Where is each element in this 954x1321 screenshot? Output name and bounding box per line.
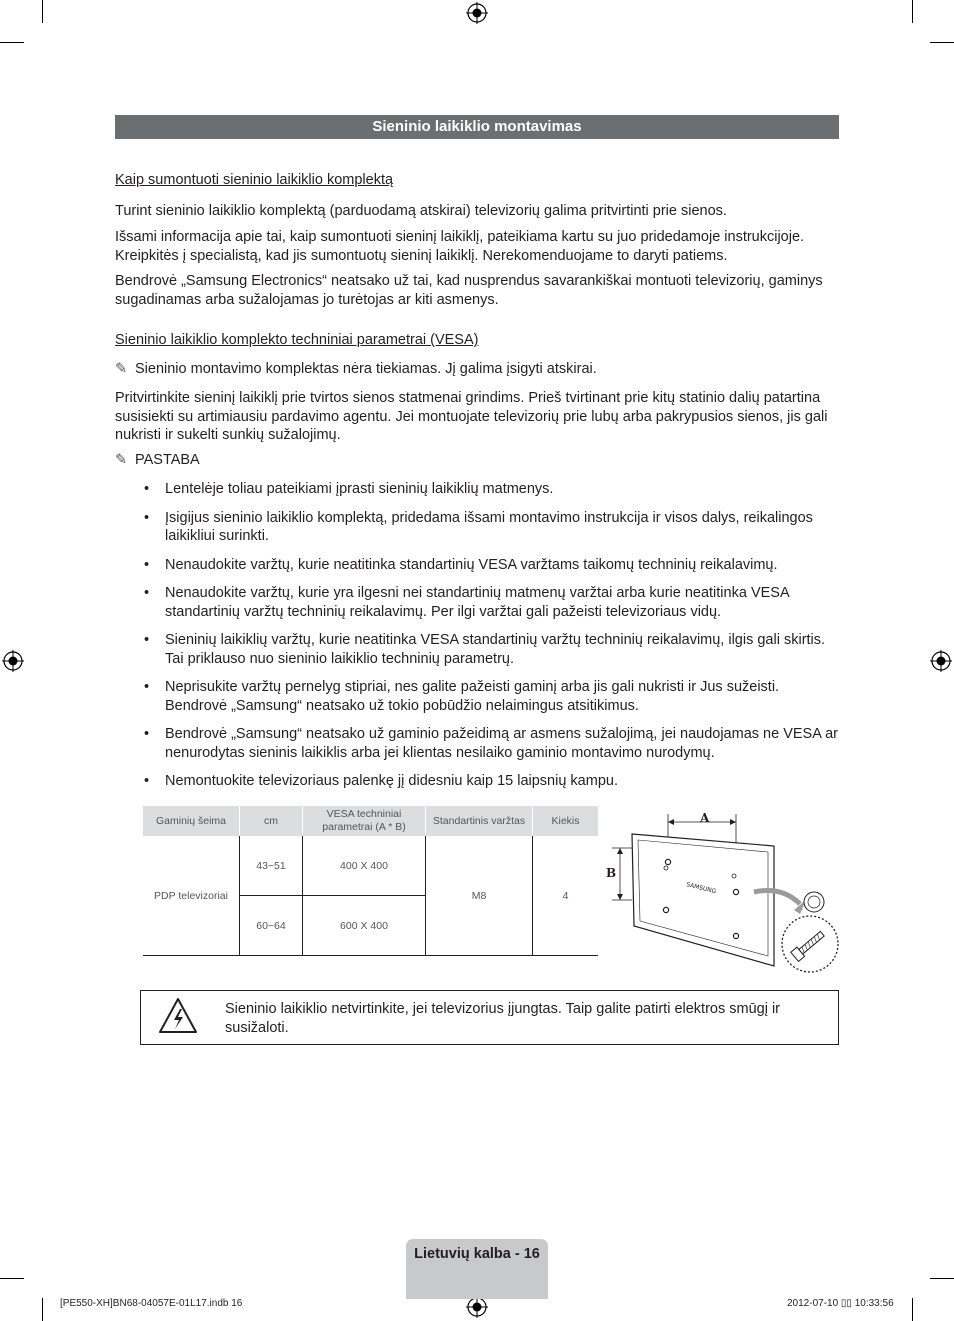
table-header-row	[143, 806, 598, 836]
arrow-head	[668, 819, 674, 825]
list-item: • Nenaudokite varžtų, kurie yra ilgesni nei standartinių matmenų varžtai arba kurie neatitinka VESA standartinių varžtų techninių reikalavimų. Per ilgi varžtai gali pažeisti televizoriaus vidų.	[140, 584, 840, 621]
file-imprint: [PE550-XH]BN68-04057E-01L17.indb 16	[60, 1298, 243, 1309]
table-header-cell: Standartinis varžtas	[426, 806, 533, 836]
crop-mark	[930, 1278, 954, 1279]
table-cell-vesa: 600 X 400	[303, 896, 426, 956]
crop-mark	[930, 42, 954, 43]
date-imprint: 2012-07-10 ▯▯ 10:33:56	[787, 1298, 894, 1309]
tv-back-outline	[632, 834, 774, 966]
label-b: B	[606, 866, 617, 880]
section-title: Sieninio laikiklio montavimas	[115, 115, 839, 139]
crop-mark	[912, 0, 913, 23]
vesa-spec-table	[143, 806, 598, 956]
washer-icon	[808, 896, 820, 908]
registration-mark-icon	[2, 650, 24, 672]
pencil-note-icon: ✎	[115, 452, 128, 468]
brand-label: SAMSUNG	[685, 881, 717, 896]
arrow-head	[617, 848, 623, 854]
warning-box	[140, 990, 839, 1045]
crop-mark	[42, 1298, 43, 1321]
table-row	[143, 836, 598, 896]
paragraph: Turint sieninio laikiklio komplektą (parduodamą atskirai) televizorių galima pritvirtinti prie sienos.	[115, 203, 727, 219]
registration-mark-icon	[466, 1296, 488, 1318]
table-header-cell: Gaminių šeima	[143, 806, 240, 836]
warning-text: Sieninio laikiklio netvirtinkite, jei televizorius įjungtas. Taip galite patirti elektros smūgį ir susižaloti.	[225, 1001, 781, 1036]
crop-mark	[0, 1278, 24, 1279]
note-label: PASTABA	[135, 452, 200, 468]
table-cell-vesa: 400 X 400	[303, 836, 426, 896]
notes-list	[140, 480, 840, 791]
subsection-heading-install: Kaip sumontuoti sieninio laikiklio komplektą	[115, 172, 394, 188]
screw-hole-icon	[732, 874, 736, 878]
table-header-cell: Kiekis	[533, 806, 599, 836]
table-cell-family: PDP televizoriai	[143, 836, 240, 956]
table-cell-cm: 60~64	[240, 896, 303, 956]
paragraph: Pritvirtinkite sieninį laikiklį prie tvirtos sienos statmenai grindims. Prieš tvirtinant prie kitų statinio dalių patartina susisiekti su artimiausiu pardavimo agentu. Jei montuojate televizorių prie lubų arba pakrypusios sienos, jis gali nukristi ir sukelti sunkių sužalojimų.	[115, 390, 828, 443]
note-text: Sieninio montavimo komplektas nėra tiekiamas. Jį galima įsigyti atskirai.	[135, 361, 597, 377]
table-cell-cm: 43~51	[240, 836, 303, 896]
list-item: • Nenaudokite varžtų, kurie neatitinka standartinių VESA varžtams taikomų techninių reikalavimų.	[140, 556, 840, 575]
list-item: • Lentelėje toliau pateikiami įprasti sieninių laikiklių matmenys.	[140, 480, 840, 499]
label-a: A	[700, 811, 710, 825]
note-line	[115, 360, 597, 379]
electric-shock-warning-icon	[158, 997, 198, 1035]
paragraph: Išsami informacija apie tai, kaip sumontuoti sieninį laikiklį, pateikiama kartu su juo pridedamoje instrukcijoje. Kreipkitės į specialistą, kad jis sumontuotų sieninį laikiklį. Nerekomenduojame to daryti patiems.	[115, 229, 805, 264]
table-cell-screw: M8	[426, 836, 533, 956]
list-item: • Įsigijus sieninio laikiklio komplektą, pridedama išsami montavimo instrukcija ir visos dalys, reikalingos laikikliui surinkti.	[140, 509, 840, 546]
registration-mark-icon	[466, 2, 488, 24]
arrow-head	[730, 819, 736, 825]
crop-mark	[42, 0, 43, 23]
screw-hole-icon	[665, 859, 670, 864]
table-header-cell: cm	[240, 806, 303, 836]
paragraph: Bendrovė „Samsung Electronics“ neatsako už tai, kad nusprendus savarankiškai montuoti televizorių, gaminys sugadinamas arba sužalojamas jo turėtojas ar kiti asmenys.	[115, 273, 823, 308]
list-item: • Neprisukite varžtų pernelyg stipriai, nes galite pažeisti gaminį arba jis gali nukristi ir Jus sužeisti. Bendrovė „Samsung“ neatsako už tokio pobūdžio nelaimingus atsitikimus.	[140, 678, 840, 715]
list-item: • Bendrovė „Samsung“ neatsako už gaminio pažeidimą ar asmens sužalojimą, jei naudojamas ne VESA ar nenurodytas sieninis laikiklis arba jei klientas nesilaiko gaminio montavimo nurodymų.	[140, 725, 840, 762]
pencil-note-icon: ✎	[115, 361, 128, 377]
screw-hole-icon	[733, 933, 738, 938]
crop-mark	[0, 42, 24, 43]
page-number: Lietuvių kalba - 16	[414, 1246, 540, 1262]
table-header-cell: VESA techniniai parametrai (A * B)	[303, 806, 426, 836]
list-item: • Sieninių laikiklių varžtų, kurie neatitinka VESA standartinių varžtų techninių reikalavimų, ilgis gali skirtis. Tai priklauso nuo sieninio laikiklio techninių parametrų.	[140, 631, 840, 668]
table-cell-qty: 4	[533, 836, 599, 956]
crop-mark	[912, 1298, 913, 1321]
screw-hole-icon	[664, 866, 668, 870]
screw-hole-icon	[733, 889, 738, 894]
arrow-head	[617, 894, 623, 900]
note-label-line	[115, 451, 200, 470]
subsection-heading-vesa: Sieninio laikiklio komplekto techniniai parametrai (VESA)	[115, 332, 479, 348]
list-item: • Nemontuokite televizoriaus palenkę jį didesniu kaip 15 laipsnių kampu.	[140, 772, 840, 791]
registration-mark-icon	[930, 650, 952, 672]
screw-hole-icon	[663, 907, 668, 912]
tv-wall-mount-diagram	[604, 806, 844, 976]
